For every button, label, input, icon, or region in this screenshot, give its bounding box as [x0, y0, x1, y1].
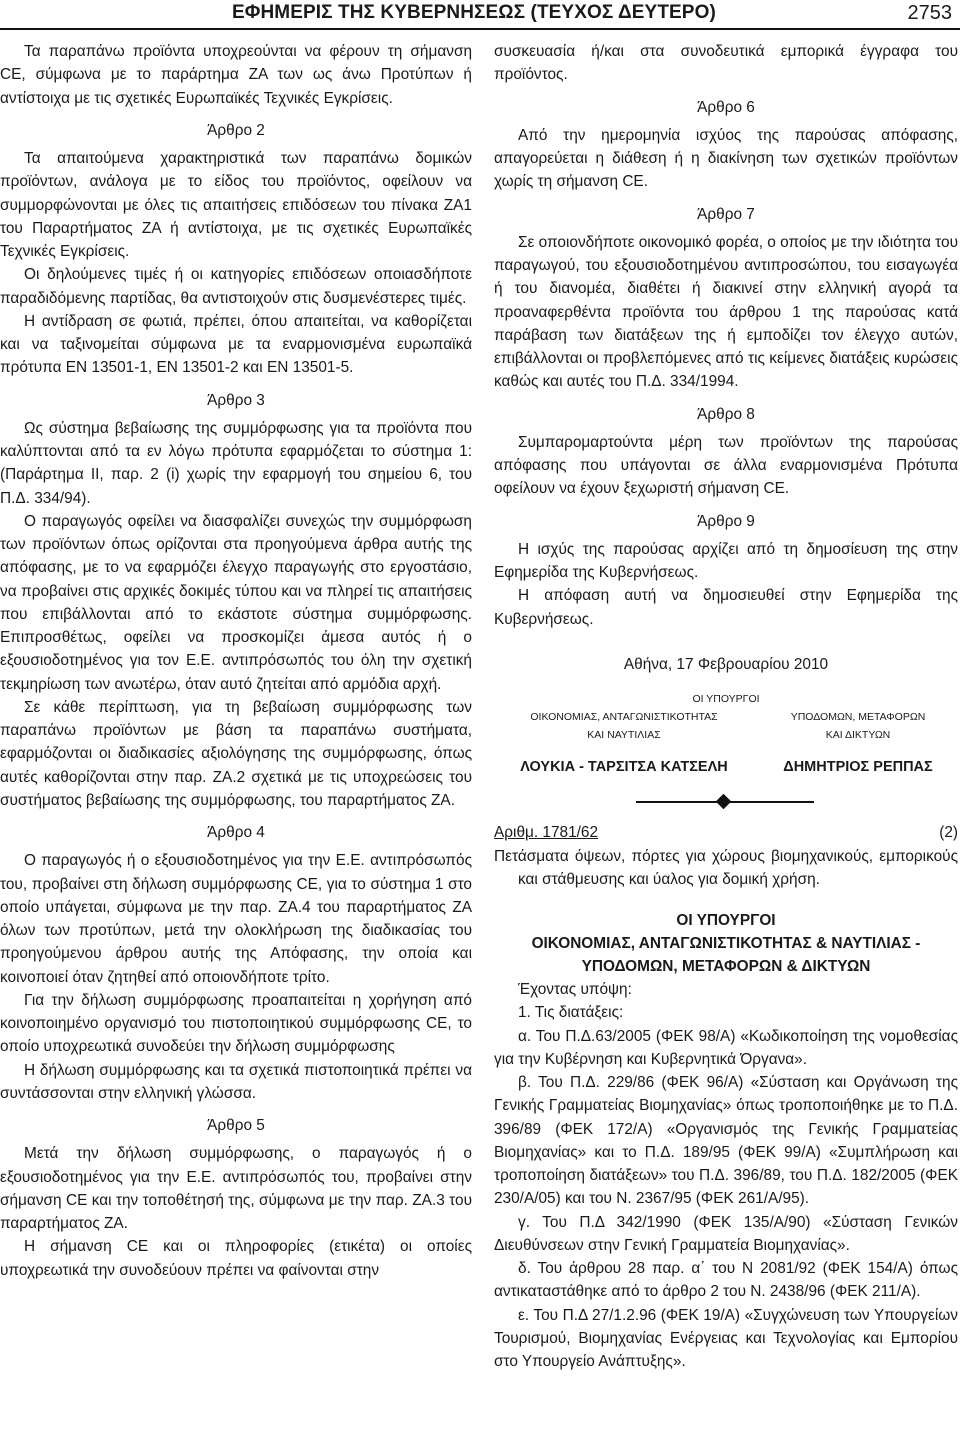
ministers-heading: [494, 909, 958, 978]
paragraph: Τα απαιτούμενα χαρακτηριστικά των παραπάνω δομικών προϊόντων, ανάλογα με το είδος του προϊόντος, οφείλουν να συμμορφώνονται με όλες τις απαιτήσεις επιδόσεων του πίνακα ΖΑ1 του Παραρτήματος ΖΑ ή αντίστοιχα, με τις σχετικές Ευρωπαϊκές Τεχνικές Εγκρίσεις.: [0, 150, 472, 260]
page-number: 2753: [907, 2, 952, 24]
paragraph: Η αντίδραση σε φωτιά, πρέπει, όπου απαιτείται, να καθορίζεται και να ταξινομείται σύμφωνα με τα εναρμονισμένα ευρωπαϊκά πρότυπα ΕΝ 13501-1, ΕΝ 13501-2 και ΕΝ 13501-5.: [0, 312, 472, 377]
list-item: γ. Του Π.Δ 342/1990 (ΦΕΚ 135/Α/90) «Σύσταση Γενικών Διευθύνσεων στην Γενική Γραμματεία Βιομηχανίας».: [494, 1213, 958, 1254]
signature-ministries-row: [494, 708, 958, 726]
decision-header: [494, 821, 958, 844]
paragraph: Από την ημερομηνία ισχύος της παρούσας απόφασης, απαγορεύεται η διάθεση ή η διακίνηση των σχετικών προϊόντων χωρίς τη σήμανση CE.: [494, 126, 958, 191]
paragraph: Ο παραγωγός ή ο εξουσιοδοτημένος για την Ε.Ε. αντιπρόσωπός του, προβαίνει στη δήλωση συμμόρφωσης CE, για το σύστημα 1 στο οποίο υπάγεται, σύμφωνα με την παρ. ΖΑ.4 του παραρτήματος ΖΑ όλων των προτύπων, μετά την ολοκλήρωση της διαδικασίας του προηγούμενου άρθρου αυτής της Απόφασης, την οποία και κοινοποιεί όταν ζητηθεί από οποιονδήποτε τρίτο.: [0, 852, 472, 986]
signatory-left: ΛΟΥΚΙΑ - ΤΑΡΣΙΤΣΑ ΚΑΤΣΕΛΗ: [520, 759, 728, 775]
article-6-heading: Άρθρο 6: [697, 98, 755, 116]
paragraph: Η απόφαση αυτή να δημοσιευθεί στην Εφημερίδα της Κυβερνήσεως.: [494, 587, 958, 628]
section-separator: [494, 789, 958, 815]
article-2-heading: Άρθρο 2: [207, 121, 265, 139]
signature-place-date: Αθήνα, 17 Φεβρουαρίου 2010: [623, 655, 829, 673]
list-item: δ. Του άρθρου 28 παρ. α΄ του Ν 2081/92 (ΦΕΚ 154/Α) όπως αντικαταστάθηκε από το άρθρο 2 του Ν. 2438/96 (ΦΕΚ 211/Α).: [494, 1260, 958, 1301]
paragraph: Μετά την δήλωση συμμόρφωσης, ο παραγωγός ή ο εξουσιοδοτημένος για την Ε.Ε. αντιπρόσωπός του, προβαίνει στην σήμανση CE και την τοποθέτησή της, σύμφωνα με την παρ. ΖΑ.3 του παραρτήματος ΖΑ.: [0, 1145, 472, 1232]
paragraph: Η σήμανση CE και οι πληροφορίες (ετικέτα) οι οποίες υποχρεωτικά την συνοδεύουν πρέπει να φαίνονται στην: [0, 1238, 472, 1279]
signature-ministries-row: [494, 726, 958, 744]
signature-ministers-label: ΟΙ ΥΠΟΥΡΓΟΙ: [692, 693, 760, 705]
ministry-left: ΚΑΙ ΝΑΥΤΙΛΙΑΣ: [587, 729, 661, 741]
paragraph: Ως σύστημα βεβαίωσης της συμμόρφωσης για τα προϊόντα που καλύπτονται από τα εν λόγω πρότυπα εφαρμόζεται το σύστημα 1: (Παράρτημα ΙΙ, παρ. 2 (i) χωρίς την εφαρμογή του σημείου 6, του Π.Δ. 334/94).: [0, 419, 472, 507]
page-header: [0, 0, 960, 28]
paragraph: Τα παραπάνω προϊόντα υποχρεούνται να φέρουν τη σήμανση CE, σύμφωνα με το παράρτημα ΖΑ των ως άνω Προτύπων ή αντίστοιχα με τις σχετικές Ευρωπαϊκές Τεχνικές Εγκρίσεις.: [0, 43, 472, 107]
paragraph: Οι δηλούμενες τιμές ή οι κατηγορίες επιδόσεων οποιασδήποτε παραδιδόμενης παρτίδας, θα αντιστοιχούν στις δυσμενέστερες τιμές.: [0, 266, 472, 307]
ministers-heading-line1: ΟΙ ΥΠΟΥΡΓΟΙ: [676, 912, 776, 929]
decision-sequence: (2): [939, 824, 958, 842]
ministry-right: ΥΠΟΔΟΜΩΝ, ΜΕΤΑΦΟΡΩΝ: [790, 711, 926, 723]
paragraph: Η ισχύς της παρούσας αρχίζει από τη δημοσίευση της στην Εφημερίδα της Κυβερνήσεως.: [494, 540, 958, 581]
header-rule: [0, 28, 960, 30]
paragraph: Σε κάθε περίπτωση, για τη βεβαίωση συμμόρφωσης των παραπάνω προϊόντων με βάση τα παραπάνω συστήματα, εφαρμόζονται οι διαδικασίες αξιολόγησης της συμμόρφωσης, όπως αυτές καθορίζονται στην παρ. ΖΑ.2 σχετικά με τις υποχρεώσεις του συστήματος βεβαίωσης της συμμόρφωσης, του παραρτήματος ΖΑ.: [0, 698, 472, 809]
decision-title: Πετάσματα όψεων, πόρτες για χώρους βιομηχανικούς, εμπορικούς και στάθμευσης και ύαλος για δομική χρήση.: [494, 847, 958, 888]
signature-names: [494, 756, 958, 779]
paragraph: Σε οποιονδήποτε οικονομικό φορέα, ο οποίος με την ιδιότητα του παραγωγού, του εξουσιοδοτημένου αντιπροσώπου, του εισαγωγέα ή του διανομέα, διαθέτει ή διακινεί στην ελληνική αγορά τα προαναφερθέντα προϊόντα του άρθρου 1 της παρούσας κατά παράβαση των διατάξεων της ή εμποδίζει τον έλεγχο αυτών, επιβάλλονται οι προβλεπόμενες από τις κείμενες διατάξεις κυρώσεις καθώς και αυτές του Π.Δ. 334/1994.: [494, 233, 958, 391]
paragraph: συσκευασία ή/και στα συνοδευτικά εμπορικά έγγραφα του προϊόντος.: [494, 43, 958, 84]
list-item: α. Του Π.Δ.63/2005 (ΦΕΚ 98/Α) «Κωδικοποίηση της νομοθεσίας για την Κυβέρνηση και Κυβερνητικά Όργανα».: [494, 1027, 958, 1068]
article-3-heading: Άρθρο 3: [207, 391, 265, 409]
article-7-heading: Άρθρο 7: [697, 205, 755, 223]
ministers-heading-line2: ΟΙΚΟΝΟΜΙΑΣ, ΑΝΤΑΓΩΝΙΣΤΙΚΟΤΗΤΑΣ & ΝΑΥΤΙΛΙΑΣ - ΥΠΟΔΟΜΩΝ, ΜΕΤΑΦΟΡΩΝ & ΔΙΚΤΥΩΝ: [531, 935, 921, 975]
list-item: ε. Του Π.Δ 27/1.2.96 (ΦΕΚ 19/Α) «Συγχώνευση των Υπουργείων Τουρισμού, Βιομηχανίας Ενέργειας και Τεχνολογίας και Εμπορίου στο Υπουργείο Ανάπτυξης».: [494, 1306, 958, 1370]
having-regard: Έχοντας υπόψη:: [518, 981, 632, 998]
article-5-heading: Άρθρο 5: [207, 1117, 265, 1134]
gazette-title: ΕΦΗΜΕΡΙΣ ΤΗΣ ΚΥΒΕΡΝΗΣΕΩΣ (ΤΕΥΧΟΣ ΔΕΥΤΕΡΟ): [232, 2, 716, 23]
diamond-icon: [716, 794, 732, 810]
left-column: [0, 40, 472, 1282]
ministry-left: ΟΙΚΟΝΟΜΙΑΣ, ΑΝΤΑΓΩΝΙΣΤΙΚΟΤΗΤΑΣ: [530, 711, 718, 723]
paragraph: Για την δήλωση συμμόρφωσης προαπαιτείται η χορήγηση από κοινοποιημένο οργανισμό του πιστοποιητικού συμμόρφωσης CE, το οποίο υποχρεωτικά συνοδεύει την δήλωση συμμόρφωσης: [0, 991, 472, 1056]
signatory-right: ΔΗΜΗΤΡΙΟΣ ΡΕΠΠΑΣ: [783, 759, 933, 775]
decision-number: Αριθμ. 1781/62: [494, 824, 599, 842]
article-9-heading: Άρθρο 9: [697, 512, 755, 530]
paragraph: Η δήλωση συμμόρφωσης και τα σχετικά πιστοποιητικά πρέπει να συντάσσονται στην ελληνική γλώσσα.: [0, 1061, 472, 1102]
list-item: β. Του Π.Δ. 229/86 (ΦΕΚ 96/Α) «Σύσταση και Οργάνωση της Γενικής Γραμματείας Βιομηχανίας» όπως τροποποιήθηκε με το Π.Δ. 396/89 (ΦΕΚ 172/Α) «Οργανισμός της Γενικής Γραμματείας Βιομηχανίας» και το Π.Δ. 189/95 (ΦΕΚ 99/Α) «Συμπλήρωση και τροποποίηση διατάξεων» του Π.Δ. 396/89, του Π.Δ. 182/2005 (ΦΕΚ 230/Α/05) και του Ν. 2367/95 (ΦΕΚ 261/Α/95).: [494, 1074, 958, 1208]
signature-block: [494, 653, 958, 780]
paragraph: Συμπαρομαρτούντα μέρη των προϊόντων της παρούσας απόφασης που υπάγονται σε άλλα εναρμονισμένα Πρότυπα οφείλουν να έχουν ξεχωριστή σήμανση CE.: [494, 433, 958, 498]
ministry-right: ΚΑΙ ΔΙΚΤΥΩΝ: [825, 729, 891, 741]
right-column: [494, 40, 958, 1373]
list-item: 1. Τις διατάξεις:: [518, 1004, 624, 1022]
article-8-heading: Άρθρο 8: [697, 405, 755, 423]
paragraph: Ο παραγωγός οφείλει να διασφαλίζει συνεχώς την συμμόρφωση των προϊόντων όπως ορίζονται στα προηγούμενα άρθρα αυτής της απόφασης, με το να εφαρμόζει έλεγχο παραγωγής στο εργοστάσιο, να προβαίνει στις αρχικές δοκιμές τύπου και να πληρεί τις απαιτήσεις που επιβάλλονται από το εκάστοτε σύστημα συμμόρφωσης. Επιπροσθέτως, οφείλει να προσκομίζει άμεσα αυτός ή ο εξουσιοδοτημένος για τον Ε.Ε. αντιπρόσωπός του όλη την σχετική τεκμηρίωση των ανωτέρω, όταν αυτό ζητείται από αρμόδια αρχή.: [0, 512, 472, 693]
article-4-heading: Άρθρο 4: [207, 824, 265, 841]
